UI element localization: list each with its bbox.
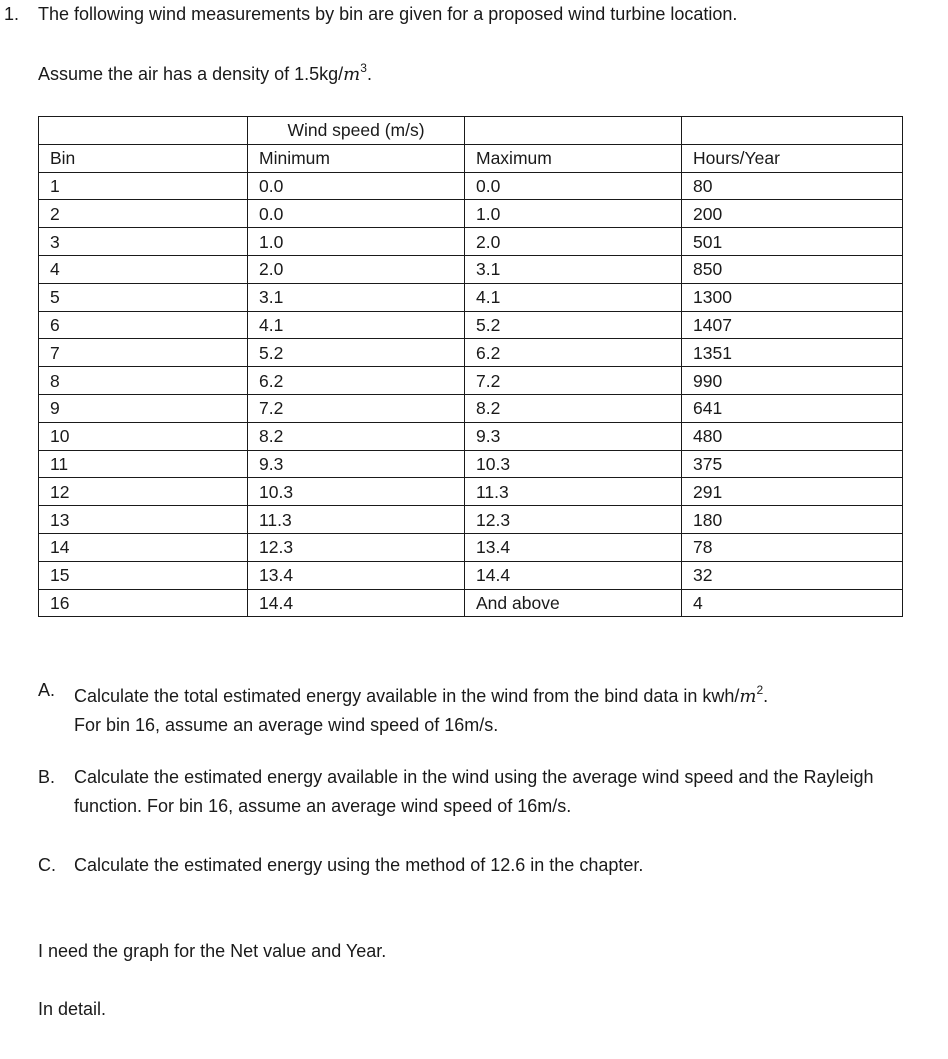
cell-maximum: And above (465, 589, 682, 617)
question-title: The following wind measurements by bin are given for a proposed wind turbine location. (38, 4, 738, 24)
cell-bin: 3 (39, 228, 248, 256)
cell-bin: 14 (39, 533, 248, 561)
table-group-header-row (39, 117, 903, 145)
cell-bin: 4 (39, 255, 248, 283)
cell-hours: 200 (682, 200, 903, 228)
table-row (39, 394, 903, 422)
cell-minimum: 8.2 (248, 422, 465, 450)
table-cell-empty (39, 117, 248, 145)
cell-bin: 5 (39, 283, 248, 311)
question-number: 1. (4, 4, 20, 24)
cell-maximum: 0.0 (465, 172, 682, 200)
cell-bin: 8 (39, 367, 248, 395)
table-row (39, 228, 903, 256)
cell-bin: 15 (39, 561, 248, 589)
cell-maximum: 13.4 (465, 533, 682, 561)
column-header-minimum: Minimum (248, 144, 465, 172)
cell-maximum: 1.0 (465, 200, 682, 228)
part-a-period: . (763, 686, 769, 706)
cell-minimum: 7.2 (248, 394, 465, 422)
assumption-unit: m (343, 64, 361, 85)
column-header-hours-year: Hours/Year (682, 144, 903, 172)
table-row (39, 561, 903, 589)
cell-hours: 180 (682, 506, 903, 534)
cell-minimum: 3.1 (248, 283, 465, 311)
cell-maximum: 9.3 (465, 422, 682, 450)
table-row (39, 339, 903, 367)
cell-minimum: 9.3 (248, 450, 465, 478)
cell-minimum: 0.0 (248, 172, 465, 200)
table-column-header-row (39, 144, 903, 172)
part-c-label: C. (38, 855, 56, 875)
assumption-period: . (366, 64, 372, 84)
cell-minimum: 4.1 (248, 311, 465, 339)
cell-maximum: 8.2 (465, 394, 682, 422)
detail-note: In detail. (38, 999, 107, 1019)
cell-hours: 1351 (682, 339, 903, 367)
cell-minimum: 14.4 (248, 589, 465, 617)
table-row (39, 200, 903, 228)
cell-maximum: 14.4 (465, 561, 682, 589)
table-row (39, 478, 903, 506)
table-row (39, 422, 903, 450)
part-a-line1: Calculate the total estimated energy available in the wind from the bind data in kwh/ (74, 686, 740, 706)
cell-minimum: 5.2 (248, 339, 465, 367)
cell-bin: 10 (39, 422, 248, 450)
cell-bin: 7 (39, 339, 248, 367)
cell-hours: 4 (682, 589, 903, 617)
cell-minimum: 12.3 (248, 533, 465, 561)
cell-maximum: 3.1 (465, 255, 682, 283)
cell-maximum: 10.3 (465, 450, 682, 478)
part-a-line2: For bin 16, assume an average wind speed of 16m/s. (74, 715, 499, 735)
cell-bin: 9 (39, 394, 248, 422)
cell-minimum: 11.3 (248, 506, 465, 534)
assumption-exponent: 3 (360, 61, 367, 75)
table-cell-empty (465, 117, 682, 145)
wind-data-table (38, 116, 903, 617)
cell-minimum: 6.2 (248, 367, 465, 395)
cell-bin: 2 (39, 200, 248, 228)
cell-hours: 1407 (682, 311, 903, 339)
table-row (39, 506, 903, 534)
cell-hours: 990 (682, 367, 903, 395)
cell-minimum: 0.0 (248, 200, 465, 228)
part-b-text: Calculate the estimated energy available in the wind using the average wind speed and the Rayleigh function. For bin 16, assume an average wind speed of 16m/s. (74, 767, 874, 816)
part-a-unit: m (739, 686, 757, 707)
cell-hours: 480 (682, 422, 903, 450)
cell-maximum: 6.2 (465, 339, 682, 367)
cell-minimum: 13.4 (248, 561, 465, 589)
table-row (39, 255, 903, 283)
cell-maximum: 2.0 (465, 228, 682, 256)
wind-speed-header: Wind speed (m/s) (248, 117, 465, 145)
cell-maximum: 5.2 (465, 311, 682, 339)
cell-minimum: 10.3 (248, 478, 465, 506)
table-row (39, 172, 903, 200)
column-header-maximum: Maximum (465, 144, 682, 172)
table-row (39, 283, 903, 311)
cell-hours: 501 (682, 228, 903, 256)
assumption-text: Assume the air has a density of 1.5kg/ (38, 64, 344, 84)
cell-maximum: 11.3 (465, 478, 682, 506)
table-cell-empty (682, 117, 903, 145)
cell-hours: 1300 (682, 283, 903, 311)
part-a-text (74, 676, 904, 740)
cell-bin: 1 (39, 172, 248, 200)
cell-bin: 6 (39, 311, 248, 339)
part-a-label: A. (38, 680, 56, 700)
table-row (39, 311, 903, 339)
column-header-bin: Bin (39, 144, 248, 172)
cell-hours: 291 (682, 478, 903, 506)
cell-hours: 850 (682, 255, 903, 283)
graph-request-note: I need the graph for the Net value and Year. (38, 941, 387, 961)
cell-minimum: 1.0 (248, 228, 465, 256)
cell-maximum: 4.1 (465, 283, 682, 311)
table-row (39, 367, 903, 395)
cell-maximum: 12.3 (465, 506, 682, 534)
table-row (39, 533, 903, 561)
cell-hours: 32 (682, 561, 903, 589)
cell-hours: 78 (682, 533, 903, 561)
table-row (39, 589, 903, 617)
part-c-text: Calculate the estimated energy using the method of 12.6 in the chapter. (74, 855, 644, 875)
cell-hours: 80 (682, 172, 903, 200)
cell-bin: 12 (39, 478, 248, 506)
part-b-label: B. (38, 767, 56, 787)
assumption-line (38, 61, 372, 85)
cell-bin: 13 (39, 506, 248, 534)
table-row (39, 450, 903, 478)
cell-bin: 11 (39, 450, 248, 478)
cell-bin: 16 (39, 589, 248, 617)
cell-maximum: 7.2 (465, 367, 682, 395)
cell-hours: 375 (682, 450, 903, 478)
cell-hours: 641 (682, 394, 903, 422)
cell-minimum: 2.0 (248, 255, 465, 283)
part-a-exponent: 2 (756, 683, 764, 697)
